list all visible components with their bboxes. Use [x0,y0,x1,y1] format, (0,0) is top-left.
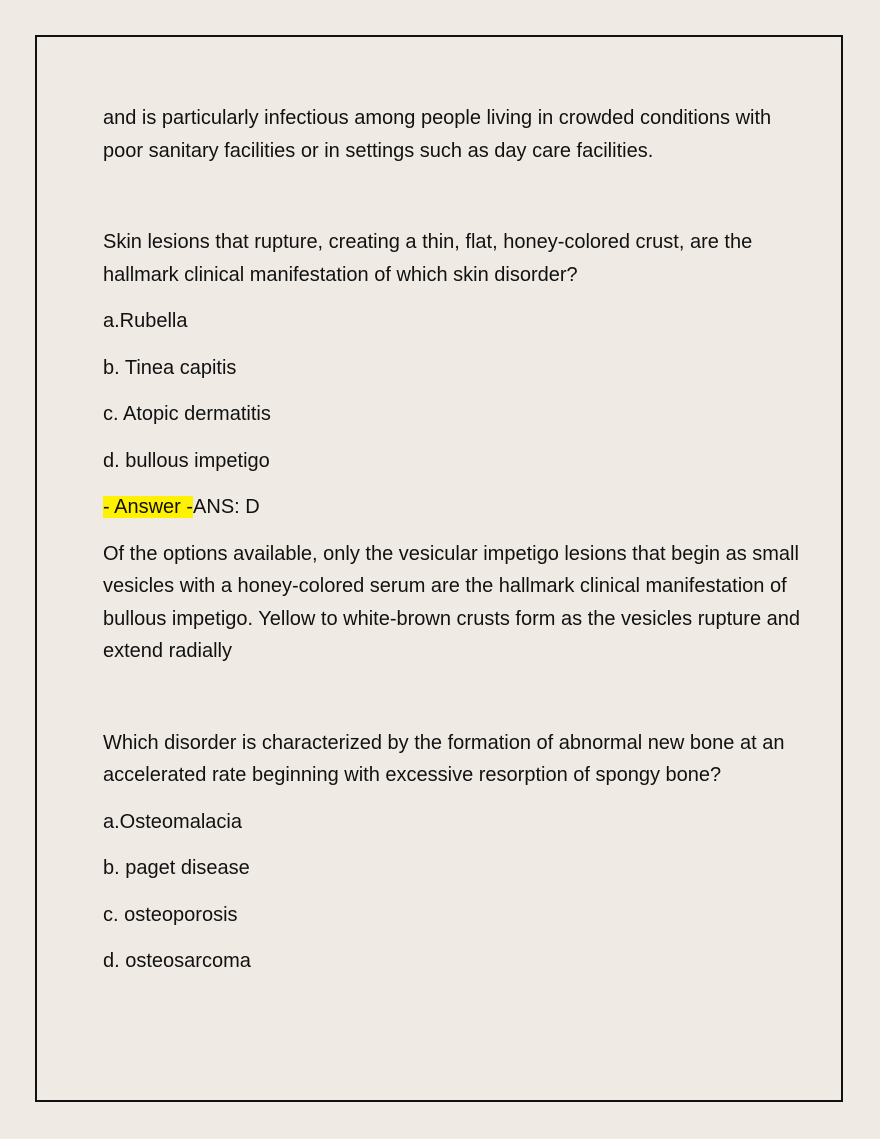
answer-highlight-label: - Answer - [103,496,194,518]
question-2-option-c: c. osteoporosis [103,903,238,926]
question-1-option-b: b. Tinea capitis [103,356,237,379]
question-1-rationale: Of the options available, only the vesicular impetigo lesions that begin as small vesicles with a honey-colored serum are the hallmark clinical manifestation of bullous impetigo. Yellow to white-brown crusts form as the vesicles rupture and extend radially [103,542,801,662]
intro-paragraph: and is particularly infectious among people living in crowded conditions with poor sanitary facilities or in settings such as day care facilities. [103,107,772,162]
question-2-stem: Which disorder is characterized by the formation of abnormal new bone at an accelerated rate beginning with excessive resorption of spongy bone? [103,731,785,786]
answer-value: ANS: D [193,496,260,518]
question-1-option-a: a.Rubella [103,310,188,332]
question-1-stem: Skin lesions that rupture, creating a thin, flat, honey-colored crust, are the hallmark clinical manifestation of which skin disorder? [103,231,753,286]
question-2-option-d: d. osteosarcoma [103,950,251,972]
document-content [103,102,803,978]
question-2-option-b: b. paget disease [103,857,250,879]
question-2-option-a: a.Osteomalacia [103,810,242,833]
question-1-option-c: c. Atopic dermatitis [103,403,271,425]
question-1-option-d: d. bullous impetigo [103,449,270,472]
question-1-answer [103,491,803,524]
